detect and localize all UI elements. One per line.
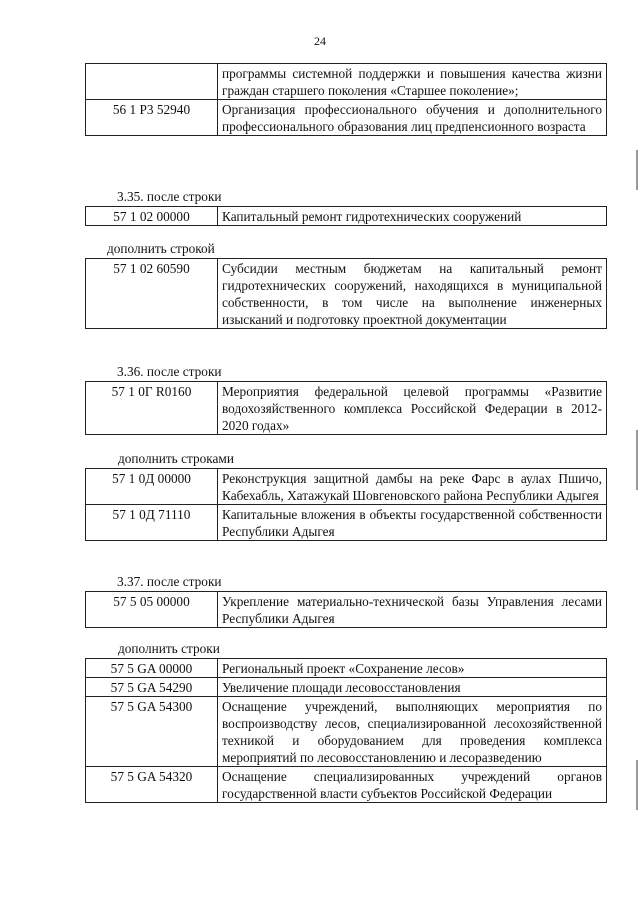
classification-code: 57 1 0Г R0160 <box>86 382 218 435</box>
table-row <box>86 207 607 226</box>
row-description: Субсидии местным бюджетам на капитальный ремонт гидротехнических сооружений, находящихся в муниципальной собственности, в том числе на выполнение инженерных изысканий и подготовку проектной документации <box>218 259 607 329</box>
table-row <box>86 64 607 100</box>
row-description: Капитальные вложения в объекты государственной собственности Республики Адыгея <box>218 505 607 541</box>
section-label-3-35: 3.35. после строки <box>117 189 222 204</box>
section-label-add-row: дополнить строкой <box>107 241 215 256</box>
classification-code: 57 1 0Д 00000 <box>86 469 218 505</box>
classification-code: 57 1 0Д 71110 <box>86 505 218 541</box>
table-row <box>86 592 607 628</box>
budget-table-continuation <box>85 63 607 136</box>
classification-code: 57 5 GA 54320 <box>86 767 218 803</box>
row-description: программы системной поддержки и повышения качества жизни граждан старшего поколения «Старшее поколение»; <box>218 64 607 100</box>
row-description: Оснащение учреждений, выполняющих мероприятия по воспроизводству лесов, специализированной лесохозяйственной техникой и оборудованием для проведения комплекса мероприятий по лесовосстановлению и лесоразведению <box>218 697 607 767</box>
budget-table-3-37-add <box>85 658 607 803</box>
table-row <box>86 100 607 136</box>
row-description: Оснащение специализированных учреждений органов государственной власти субъектов Российской Федерации <box>218 767 607 803</box>
budget-table-3-35-after <box>85 206 607 226</box>
classification-code: 57 1 02 00000 <box>86 207 218 226</box>
table-row <box>86 659 607 678</box>
classification-code: 57 1 02 60590 <box>86 259 218 329</box>
table-row <box>86 505 607 541</box>
scan-edge-mark <box>636 150 638 190</box>
classification-code: 57 5 05 00000 <box>86 592 218 628</box>
table-row <box>86 697 607 767</box>
budget-table-3-37-after <box>85 591 607 628</box>
row-description: Региональный проект «Сохранение лесов» <box>218 659 607 678</box>
budget-table-3-36-add <box>85 468 607 541</box>
classification-code: 56 1 P3 52940 <box>86 100 218 136</box>
section-label-add-rows: дополнить строками <box>118 451 234 466</box>
table-row <box>86 767 607 803</box>
section-label-add-lines: дополнить строки <box>118 641 220 656</box>
classification-code: 57 5 GA 54290 <box>86 678 218 697</box>
row-description: Укрепление материально-технической базы Управления лесами Республики Адыгея <box>218 592 607 628</box>
row-description: Капитальный ремонт гидротехнических сооружений <box>218 207 607 226</box>
budget-table-3-36-after <box>85 381 607 435</box>
table-row <box>86 678 607 697</box>
row-description: Увеличение площади лесовосстановления <box>218 678 607 697</box>
classification-code: 57 5 GA 00000 <box>86 659 218 678</box>
row-description: Мероприятия федеральной целевой программы «Развитие водохозяйственного комплекса Российской Федерации в 2012-2020 годах» <box>218 382 607 435</box>
classification-code <box>86 64 218 100</box>
scan-edge-mark <box>636 760 638 810</box>
table-row <box>86 469 607 505</box>
page-number: 24 <box>314 34 326 48</box>
table-row <box>86 382 607 435</box>
row-description: Организация профессионального обучения и дополнительного профессионального образования лиц предпенсионного возраста <box>218 100 607 136</box>
table-row <box>86 259 607 329</box>
section-label-3-37: 3.37. после строки <box>117 574 222 589</box>
row-description: Реконструкция защитной дамбы на реке Фарс в аулах Пшичо, Кабехабль, Хатажукай Шовгеновского района Республики Адыгея <box>218 469 607 505</box>
classification-code: 57 5 GA 54300 <box>86 697 218 767</box>
section-label-3-36: 3.36. после строки <box>117 364 222 379</box>
budget-table-3-35-add <box>85 258 607 329</box>
scan-edge-mark <box>636 430 638 490</box>
